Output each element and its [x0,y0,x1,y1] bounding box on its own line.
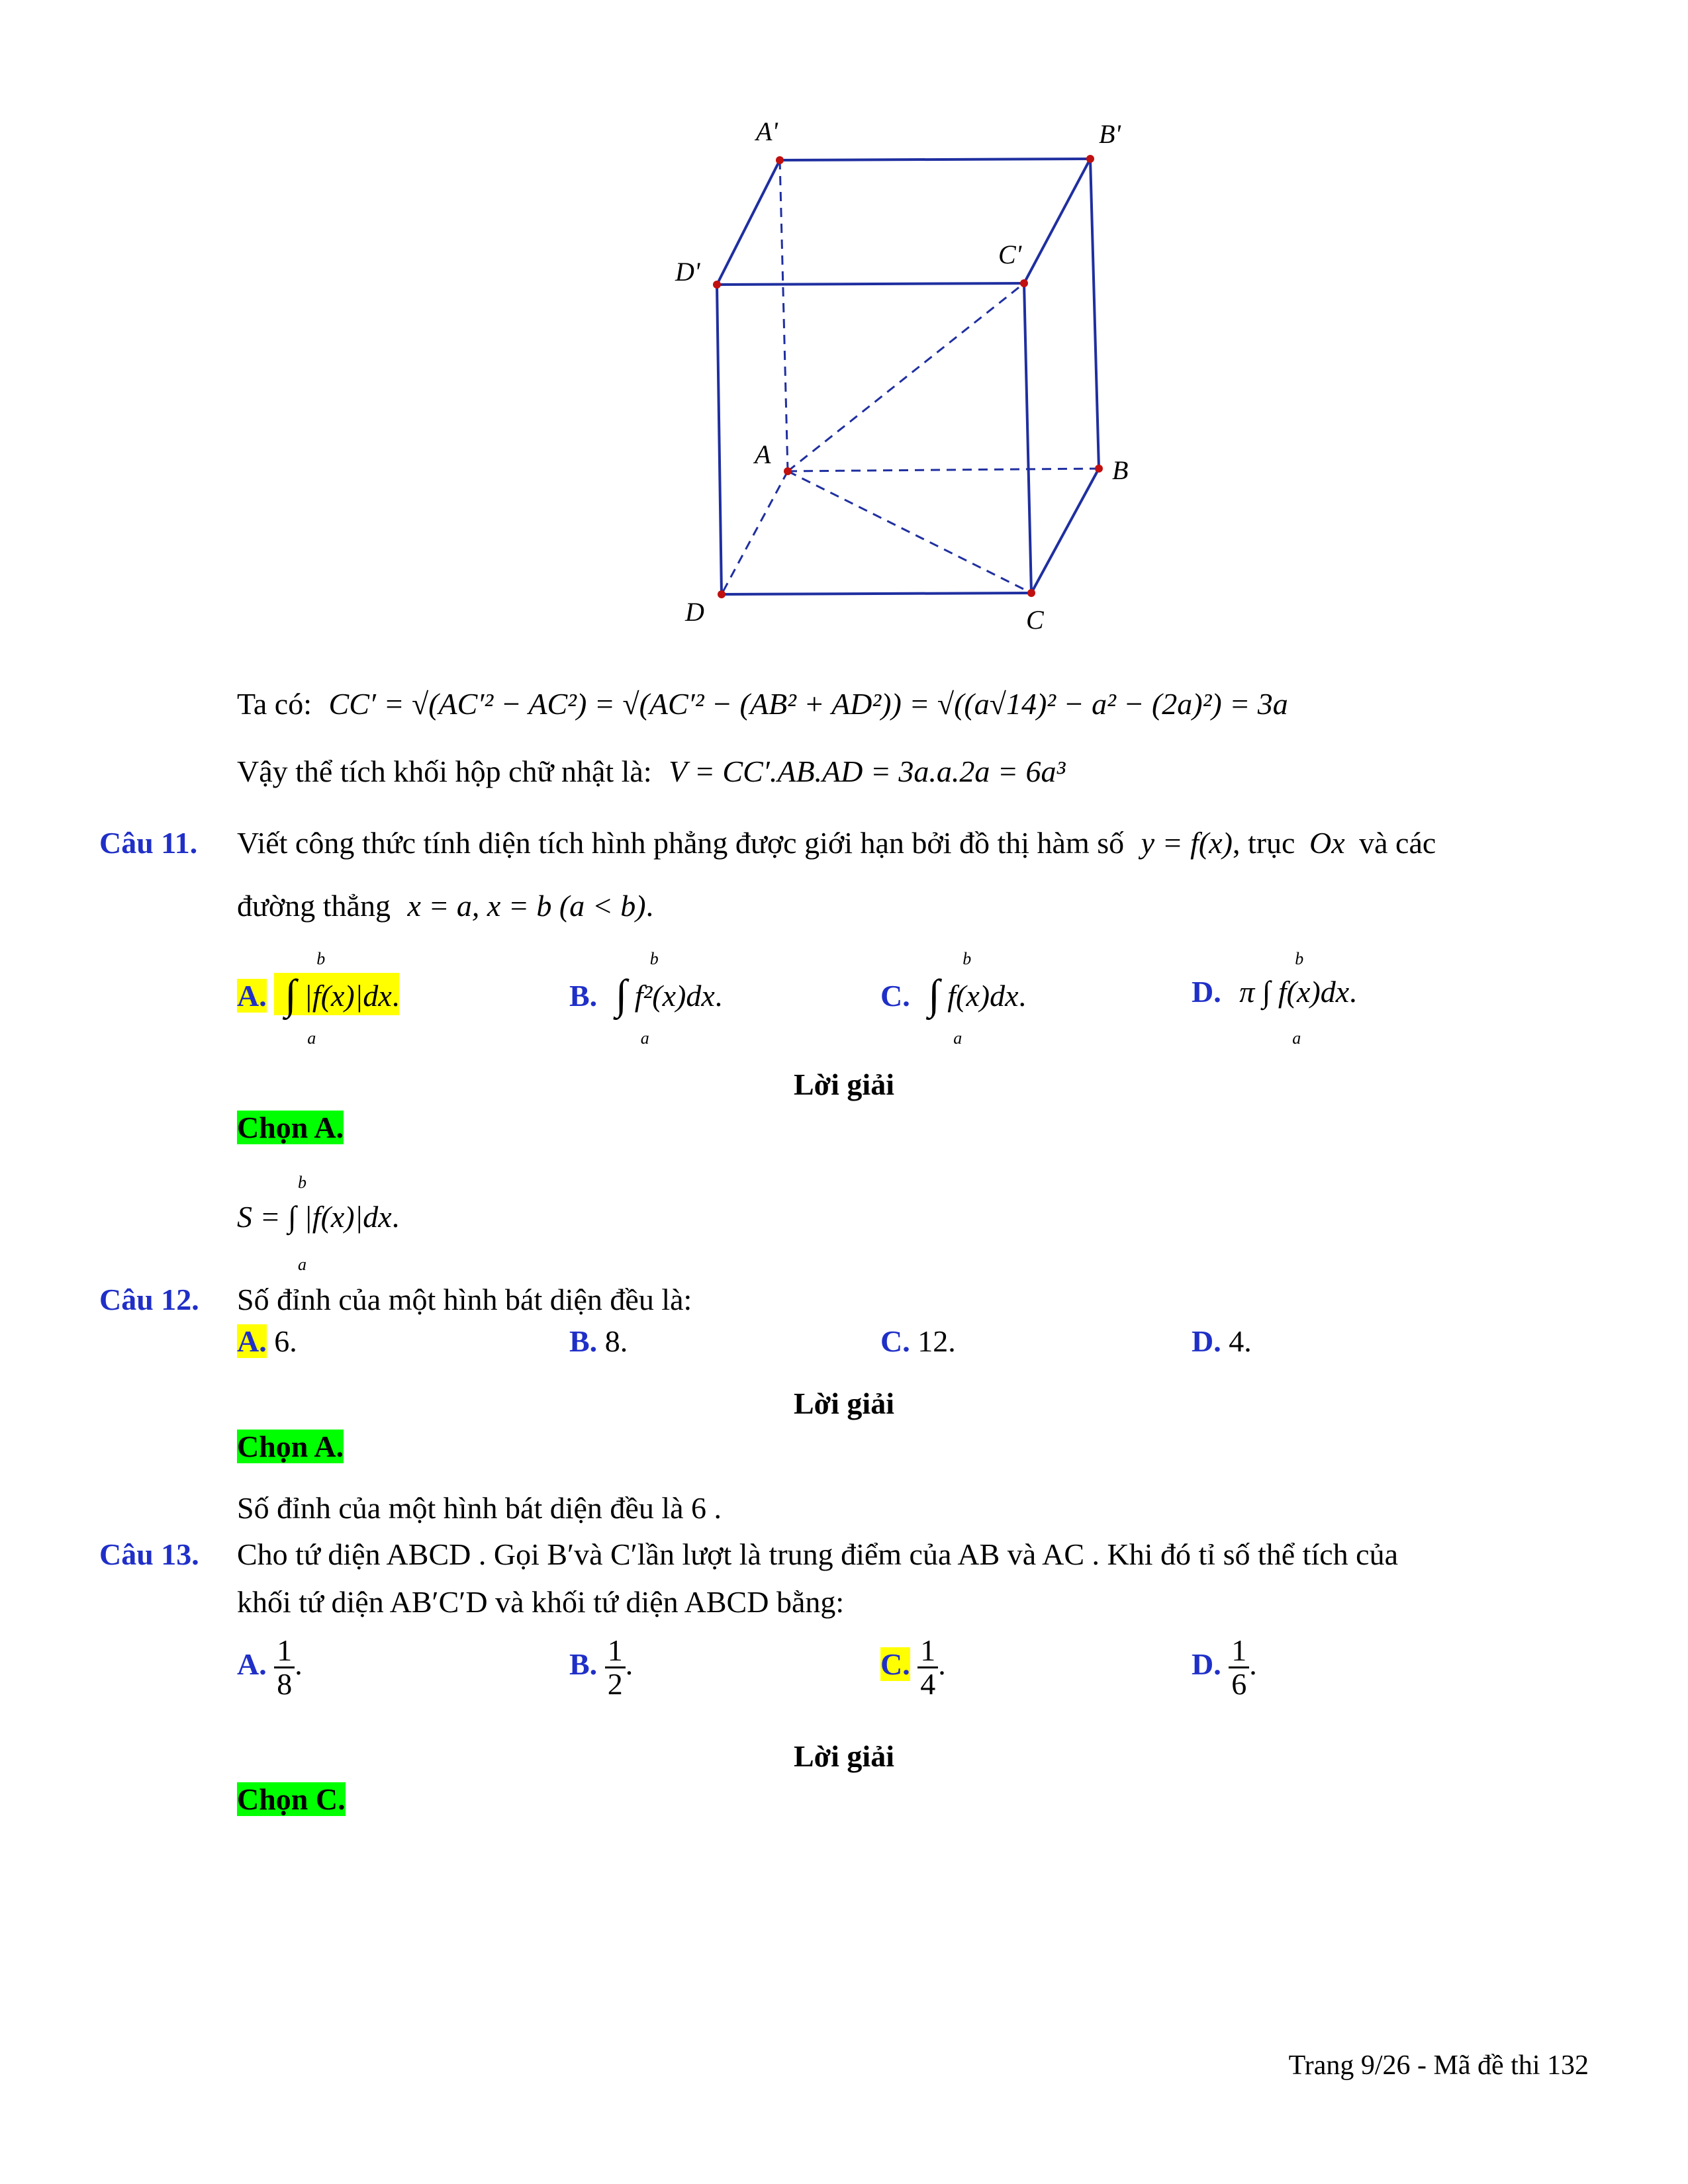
q12-solution-title: Lời giải [794,1387,894,1420]
q11-a-lower: a [307,1028,316,1048]
q12-option-d[interactable] [1192,1322,1252,1361]
q11-bounds: x = a, x = b (a < b) [407,889,646,923]
q13-option-b-fraction [605,1635,626,1700]
diag-AC [788,471,1031,593]
q11-option-d-expr: π ∫ f(x)dx [1239,975,1350,1009]
q11-solution-title: Lời giải [794,1068,894,1101]
q11-option-a-key: A. [237,979,267,1013]
vertex-B [1095,465,1103,473]
q13-d-num: 1 [1229,1635,1249,1668]
vertex-C [1027,589,1035,597]
label-Dprime: D' [675,257,700,287]
q11-function: y = f(x) [1141,826,1233,860]
q13-option-a[interactable]: A. $\frac{1}{8}$ . [237,1633,303,1701]
edge-AprimeBprime [780,159,1090,160]
label-A: A [755,439,771,469]
q13-b-den: 2 [607,1667,623,1701]
q11-c-lower: a [953,1028,962,1048]
q13-d-den: 6 [1231,1667,1247,1701]
edge-AB [788,469,1099,471]
q13-answer-text: Chọn C. [237,1782,346,1816]
q11-option-d[interactable]: D. b a π ∫ f(x)dx. [1192,973,1357,1011]
q13-solution-title: Lời giải [794,1739,894,1773]
q11-b-upper: b [649,949,659,968]
q12-option-a-value: 6. [274,1324,297,1358]
vertex-Aprime [776,156,784,164]
q11-option-c[interactable]: C. b ∫ a f(x)dx. [880,973,1026,1015]
q13-option-a-fraction [274,1635,295,1700]
q11-explain-lower: a [298,1255,306,1274]
q13-option-b[interactable]: B. $\frac{1}{2}$ . [569,1633,633,1701]
q12-label: Câu 12. [99,1283,199,1316]
q13-a-num: 1 [274,1635,295,1668]
q11-option-b-expr: f²(x)dx [634,979,715,1013]
q12-option-c-key: C. [880,1324,910,1358]
edge-BprimeB [1090,159,1099,469]
q13-c-num: 1 [917,1635,938,1668]
q11-option-b-key: B. [569,979,598,1013]
solution10-line2 [237,752,1065,791]
q11-option-c-expr: f(x)dx [947,979,1019,1013]
edge-BprimeCprime [1024,159,1090,283]
q12-text: Số đỉnh của một hình bát diện đều là: [237,1283,692,1316]
volume-formula: V = CC′.AB.AD = 3a.a.2a = 6a³ [669,754,1066,788]
q11-d-upper: b [1295,949,1304,968]
edge-CprimeC [1024,283,1031,593]
q11-answer-text: Chọn A. [237,1111,344,1144]
q12-option-a[interactable] [237,1322,297,1361]
q12-option-b-value: 8. [604,1324,628,1358]
q12-option-c[interactable] [880,1322,956,1361]
edge-DprimeCprime [717,283,1024,285]
q13-label: Câu 13. [99,1537,199,1571]
q11-answer [237,1109,344,1147]
q12-option-c-value: 12. [917,1324,956,1358]
edge-AprimeDprime [717,160,780,285]
solution10-prefix: Ta có: [237,687,312,721]
q13-text-line2: khối tứ diện AB′C′D và khối tứ diện ABCD bằng: [237,1585,845,1619]
vertex-A [784,467,792,475]
q11-c-upper: b [962,949,972,968]
q13-text-line1: Cho tứ diện ABCD . Gọi B′và C′lần lượt là trung điểm của AB và AC . Khi đó tỉ số thể tích của [237,1537,1398,1571]
q13-option-d[interactable]: D. $\frac{1}{6}$ . [1192,1633,1257,1701]
q11-b-lower: a [640,1028,649,1048]
q11-explain-upper: b [298,1173,306,1192]
edge-DC [722,593,1031,594]
q11-option-a-expr: |f(x)|dx [304,979,392,1013]
q12-answer [237,1428,344,1466]
diag-ACprime [788,283,1024,471]
q13-option-c-key: C. [880,1647,910,1682]
q13-option-b-key: B. [569,1647,598,1682]
q11-option-c-key: C. [880,979,910,1013]
q12-option-d-key: D. [1192,1324,1221,1358]
q11-text-line1 [237,824,1587,862]
q13-c-den: 4 [920,1667,936,1701]
q11-option-d-key: D. [1192,975,1221,1009]
vertex-Dprime [713,281,721,289]
q13-option-c-fraction [917,1635,938,1700]
q11-lines: đường thẳng [237,889,391,923]
q11-text: Viết công thức tính diện tích hình phẳng được giới hạn bởi đồ thị hàm số [237,826,1125,860]
q13-option-d-fraction [1229,1635,1249,1700]
q12-explain: Số đỉnh của một hình bát diện đều là 6 . [237,1491,722,1525]
label-D: D [685,597,704,627]
q12-answer-text: Chọn A. [237,1430,344,1463]
q12-option-a-key: A. [237,1324,267,1358]
q11-option-a[interactable]: A. b ∫ a |f(x)|dx. [237,973,399,1015]
label-B: B [1112,455,1129,485]
label-Cprime: C' [998,240,1022,269]
q13-option-a-key: A. [237,1647,267,1682]
q11-text-line2: đường thẳng x = a, x = b (a < b). [237,889,654,923]
q13-option-c[interactable]: C. $\frac{1}{4}$ . [880,1633,946,1701]
integral-icon: ∫ [285,971,297,1018]
edge-BC [1031,469,1099,593]
edge-AD [722,471,788,594]
solution10-line1 [237,685,1288,723]
q13-answer [237,1780,346,1819]
q11-explain: b a S = ∫ |f(x)|dx. [237,1198,399,1236]
integral-icon: ∫ [928,971,940,1018]
q11-option-b[interactable]: B. b ∫ a f²(x)dx. [569,973,722,1015]
q11-label: Câu 11. [99,826,198,860]
q12-option-b[interactable] [569,1322,628,1361]
label-Aprime: A' [756,116,778,146]
q11-axis-prefix: , trục [1232,826,1295,860]
edge-AprimeA [780,160,788,471]
vertex-Cprime [1020,279,1028,287]
vertex-Bprime [1086,155,1094,163]
integral-icon: ∫ [615,971,628,1018]
page-footer: Trang 9/26 - Mã đề thi 132 [1288,2050,1589,2081]
q13-a-den: 8 [277,1667,293,1701]
q13-b-num: 1 [605,1635,626,1668]
q11-a-upper: b [316,949,326,968]
solution10-formula: CC′ = √(AC′² − AC²) = √(AC′² − (AB² + AD²)) = √((a√14)² − a² − (2a)²) = 3a [328,687,1288,721]
edge-DprimeD [717,285,722,594]
vertex-D [718,590,726,598]
volume-prefix: Vậy thể tích khối hộp chữ nhật là: [237,754,652,788]
q13-option-d-key: D. [1192,1647,1221,1682]
q11-tail: và các [1359,826,1436,860]
q11-axis: Ox [1309,826,1345,860]
q11-d-lower: a [1292,1028,1301,1048]
box-figure [649,106,1152,649]
label-Bprime: B' [1099,119,1121,149]
q11-explain-expr: S = ∫ |f(x)|dx [237,1200,392,1234]
q12-option-d-value: 4. [1229,1324,1252,1358]
label-C: C [1026,605,1044,635]
q12-option-b-key: B. [569,1324,598,1358]
